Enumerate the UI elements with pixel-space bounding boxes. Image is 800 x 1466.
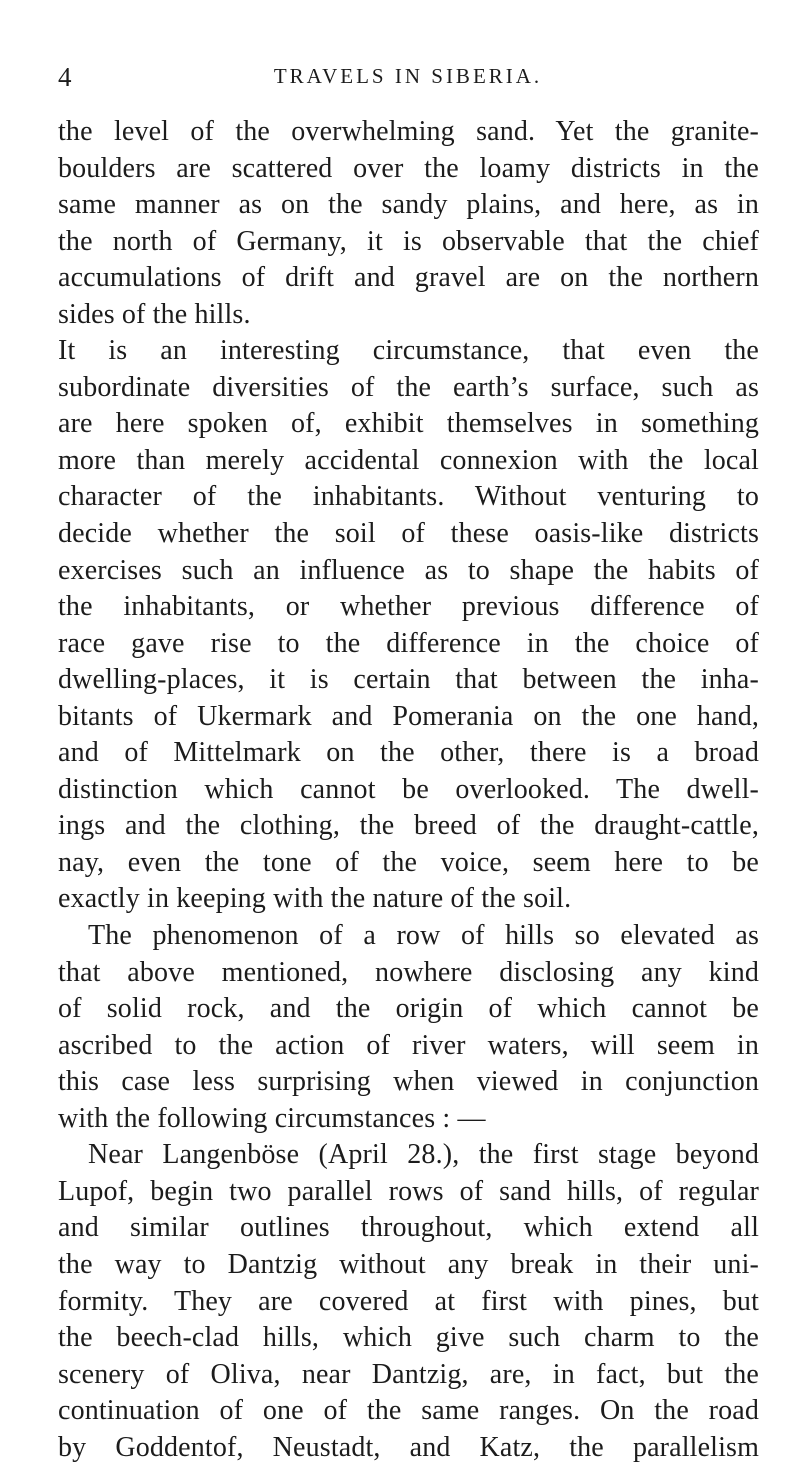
text-line: exactly in keeping with the nature of the soil. [58, 883, 572, 915]
body-text [58, 114, 759, 1466]
text-line: The phenomenon of a row of hills so elevated as [88, 920, 759, 952]
text-line: exercises such an influence as to shape the habits of [58, 554, 759, 586]
text-line: sides of the hills. [58, 298, 251, 330]
text-line: ascribed to the action of river waters, will seem in [58, 1029, 759, 1061]
text-line: the north of Germany, it is observable that the chief [58, 225, 759, 257]
page-number: 4 [58, 62, 73, 92]
text-line: of solid rock, and the origin of which cannot be [58, 993, 759, 1025]
text-line: more than merely accidental connexion with the local [58, 444, 759, 476]
text-line: dwelling-places, it is certain that between the inha- [58, 664, 759, 696]
text-line: decide whether the soil of these oasis-like districts [58, 518, 759, 550]
text-line: race gave rise to the difference in the choice of [58, 627, 759, 659]
text-line: by Goddentof, Neustadt, and Katz, the parallelism [58, 1431, 759, 1463]
text-line: with the following circumstances : — [58, 1102, 486, 1134]
text-line: Near Langenböse (April 28.), the first stage beyond [88, 1139, 759, 1171]
text-line: formity. They are covered at first with pines, but [58, 1285, 759, 1317]
text-line: Lupof, begin two parallel rows of sand hills, of regular [58, 1175, 759, 1207]
text-line: the way to Dantzig without any break in their uni- [58, 1248, 759, 1280]
text-line: the inhabitants, or whether previous difference of [58, 591, 759, 623]
text-line: scenery of Oliva, near Dantzig, are, in fact, but the [58, 1358, 759, 1390]
text-line: character of the inhabitants. Without venturing to [58, 481, 759, 513]
text-line: this case less surprising when viewed in conjunction [58, 1066, 759, 1098]
text-line: that above mentioned, nowhere disclosing any kind [58, 956, 759, 988]
text-line: subordinate diversities of the earth’s surface, such as [58, 371, 759, 403]
text-line: accumulations of drift and gravel are on the northern [58, 262, 759, 294]
running-title: TRAVELS IN SIBERIA. [273, 64, 543, 88]
text-line: bitants of Ukermark and Pomerania on the one hand, [58, 700, 759, 732]
text-line: the beech-clad hills, which give such charm to the [58, 1322, 759, 1354]
text-line: It is an interesting circumstance, that even the [58, 335, 759, 367]
text-line: distinction which cannot be overlooked. The dwell- [58, 773, 759, 805]
text-line: and of Mittelmark on the other, there is a broad [58, 737, 759, 769]
text-line: ings and the clothing, the breed of the draught-cattle, [58, 810, 759, 842]
text-line: continuation of one of the same ranges. On the road [58, 1395, 759, 1427]
text-line: boulders are scattered over the loamy districts in the [58, 152, 759, 184]
text-line: the level of the overwhelming sand. Yet the granite- [58, 116, 759, 147]
text-line: and similar outlines throughout, which extend all [58, 1212, 759, 1244]
text-line: are here spoken of, exhibit themselves in something [58, 408, 759, 440]
running-head [58, 62, 758, 102]
text-line: nay, even the tone of the voice, seem here to be [58, 846, 759, 878]
text-line: same manner as on the sandy plains, and here, as in [58, 189, 759, 221]
